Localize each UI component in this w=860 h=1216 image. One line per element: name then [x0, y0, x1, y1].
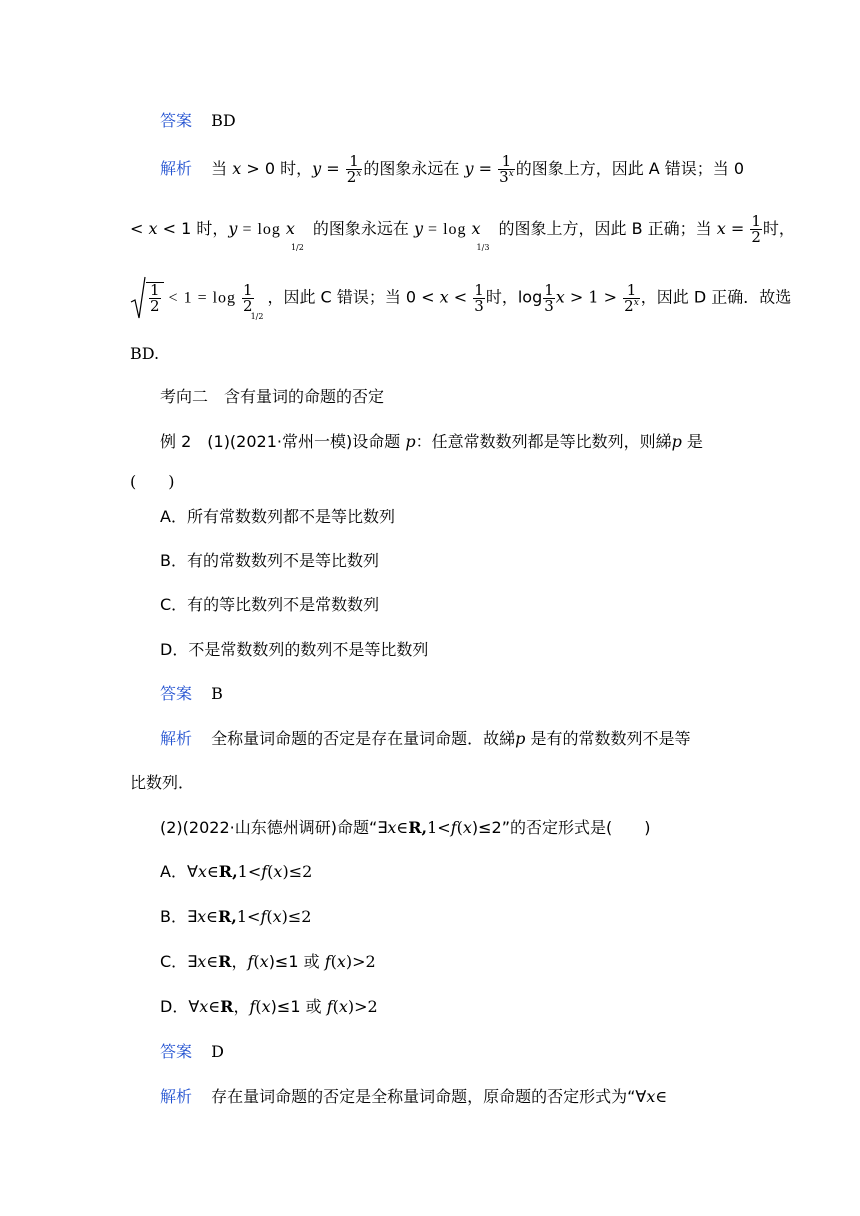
analysis-2-line-2: 比数列．	[130, 773, 195, 792]
analysis-1-line-3: $\frac{1}{2}$ < 1 = log $\frac{1}{2}$ $_{1/2}$，因此 C 错误；当 0 < x < $\frac{1}{3}$ 时，log $\frac{1}{3}$ x > 1 > $\frac{1}{2^x}$ ，因此 D 正确．故选	[130, 282, 860, 314]
analysis-1-line-2: < x < 1 时，$y = \log x_{1/2}$ 的图象永远在 $y = \log x_{1/3}$ 的图象上方，因此 B 正确；当 x = $\frac{1}{2}$ 时，	[130, 212, 795, 252]
option-a: A．所有常数数列都不是等比数列	[160, 507, 395, 526]
option-3-c: C．∃x∈R，f(x)≤1 或 f(x)>2	[160, 952, 376, 971]
sqrt-one-half: $\frac{1}{2}$	[130, 282, 164, 314]
answer-line-2	[160, 681, 860, 704]
answer-line-3	[160, 1039, 860, 1062]
answer-label: 答案	[160, 684, 193, 703]
analysis-1-line-1: 解析 当 x > 0 时，y = $\frac{1}{2^x}$ 的图象永远在 y = $\frac{1}{3^x}$ 的图象上方，因此 A 错误；当 0	[160, 152, 745, 186]
analysis-2-line-1: 解析 全称量词命题的否定是存在量词命题．故綈p 是有的常数数列不是等	[160, 729, 691, 748]
sqrt-sign-icon	[130, 276, 146, 320]
analysis-3-line-1: 解析 存在量词命题的否定是全称量词命题，原命题的否定形式为“∀x∈	[160, 1087, 668, 1106]
answer-label: 答案	[160, 1042, 193, 1061]
fraction-log-arg: $\frac{1}{2}$	[243, 280, 253, 315]
question-3: (2)(2022·山东德州调研)命题“∃x∈R,1<f(x)≤2”的否定形式是( )	[160, 818, 651, 837]
section-heading: 考向二 含有量词的命题的否定	[160, 387, 385, 406]
fraction-1-over-2: $\frac{1}{2}$	[751, 212, 761, 246]
example-2-question: 例 2 (1)(2021·常州一模)设命题 p：任意常数数列都是等比数列，则綈p 是	[160, 432, 703, 451]
option-3-b: B．∃x∈R,1<f(x)≤2	[160, 907, 312, 926]
answer-value: D	[211, 1042, 224, 1061]
analysis-label: 解析	[160, 1087, 193, 1106]
answer-value: B	[211, 684, 223, 703]
fraction-1-over-3: $\frac{1}{3}$	[474, 280, 484, 315]
log-base-half: 1/2	[290, 243, 304, 252]
option-3-d: D．∀x∈R，f(x)≤1 或 f(x)>2	[160, 997, 378, 1016]
answer-line-1	[160, 108, 860, 131]
option-b: B．有的常数数列不是等比数列	[160, 551, 379, 570]
log-base-third: 1/3	[476, 243, 490, 252]
answer-label: 答案	[160, 111, 193, 130]
option-3-a: A．∀x∈R,1<f(x)≤2	[160, 862, 313, 881]
analysis-label: 解析	[160, 159, 193, 178]
option-c: C．有的等比数列不是常数数列	[160, 595, 380, 614]
option-d: D．不是常数数列的数列不是等比数列	[160, 640, 429, 659]
analysis-label: 解析	[160, 729, 193, 748]
negation-symbol: 綈	[499, 729, 516, 748]
answer-value: BD	[211, 111, 236, 130]
example-2-paren: ( )	[130, 472, 175, 491]
fraction-log-base-third: $\frac{1}{3}$	[544, 280, 554, 315]
analysis-1-line-4: BD.	[130, 344, 160, 363]
fraction-1-over-2x-b: $\frac{1}{2^x}$	[624, 280, 639, 315]
log-base-half-2: 1/2	[250, 311, 264, 321]
fraction-1-over-3x: $\frac{1}{3^x}$	[499, 152, 514, 186]
fraction-1-over-2x: $\frac{1}{2^x}$	[346, 152, 362, 186]
negation-symbol: 綈	[655, 432, 672, 451]
